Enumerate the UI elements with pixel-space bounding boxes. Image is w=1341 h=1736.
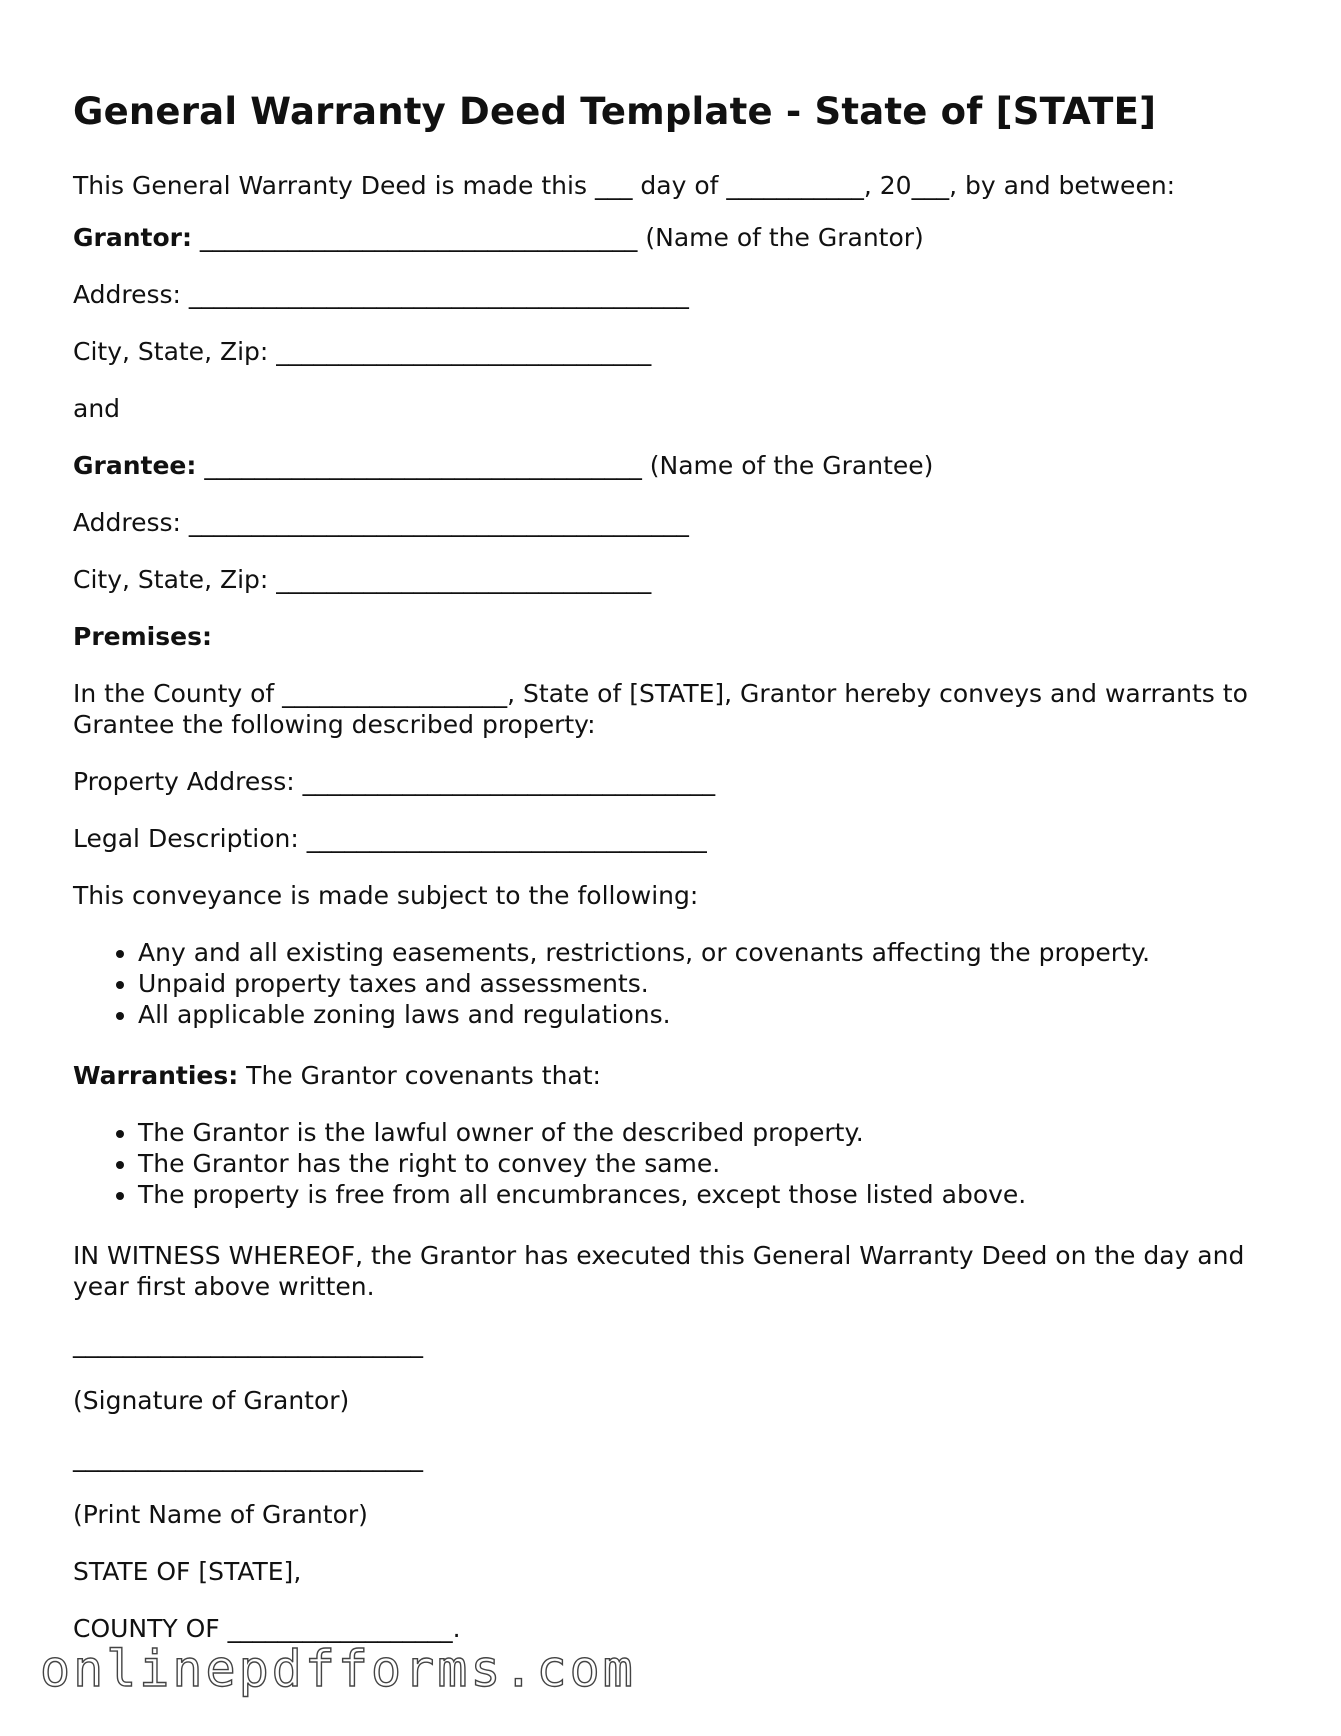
print-name-line: ____________________________ — [73, 1443, 423, 1472]
grantor-address: Address: ________________________________________ — [73, 280, 689, 309]
grantor-line — [73, 222, 924, 253]
list-item: • The Grantor has the right to convey the same. — [138, 1148, 1026, 1179]
warranties-line — [73, 1060, 601, 1091]
print-name-label: (Print Name of Grantor) — [73, 1500, 368, 1529]
watermark: onlinepdfforms.com — [40, 1640, 636, 1698]
list-item: • The Grantor is the lawful owner of the described property. — [138, 1117, 1026, 1148]
warranties-label: Warranties: — [73, 1061, 239, 1090]
list-item: • Any and all existing easements, restrictions, or covenants affecting the property. — [138, 937, 1150, 968]
grantor-label: Grantor: — [73, 223, 192, 252]
subject-intro: This conveyance is made subject to the following: — [73, 881, 699, 910]
legal-description-line: Legal Description: ________________________________ — [73, 824, 707, 853]
list-item: • The property is free from all encumbrances, except those listed above. — [138, 1179, 1026, 1210]
grantee-line — [73, 450, 933, 481]
signature-line: ____________________________ — [73, 1329, 423, 1358]
county-line: COUNTY OF __________________. — [73, 1614, 461, 1643]
grantor-name-field: ___________________________________ (Name of the Grantor) — [191, 223, 924, 252]
grantee-name-field: ___________________________________ (Name of the Grantee) — [196, 451, 934, 480]
witness-paragraph: IN WITNESS WHEREOF, the Grantor has executed this General Warranty Deed on the day and year first above written. — [73, 1241, 1245, 1301]
state-line: STATE OF [STATE], — [73, 1557, 302, 1586]
premises-county-paragraph: In the County of __________________, State of [STATE], Grantor hereby conveys and warrants to Grantee the following described property: — [73, 679, 1248, 739]
intro-paragraph: This General Warranty Deed is made this ___ day of ___________, 20___, by and between: — [73, 171, 1176, 200]
and-text: and — [73, 394, 121, 423]
signature-label: (Signature of Grantor) — [73, 1386, 350, 1415]
grantee-address: Address: ________________________________________ — [73, 508, 689, 537]
premises-heading: Premises: — [73, 622, 212, 651]
grantor-city-state-zip: City, State, Zip: ______________________________ — [73, 337, 652, 366]
list-item: • Unpaid property taxes and assessments. — [138, 968, 1150, 999]
warranties-list — [73, 1117, 1026, 1210]
list-item: • All applicable zoning laws and regulations. — [138, 999, 1150, 1030]
grantee-label: Grantee: — [73, 451, 197, 480]
warranties-text: The Grantor covenants that: — [238, 1061, 601, 1090]
property-address-line: Property Address: _________________________________ — [73, 767, 716, 796]
grantee-city-state-zip: City, State, Zip: ______________________________ — [73, 565, 652, 594]
subject-list — [73, 937, 1150, 1030]
document-title: General Warranty Deed Template - State of [STATE] — [73, 90, 1157, 133]
